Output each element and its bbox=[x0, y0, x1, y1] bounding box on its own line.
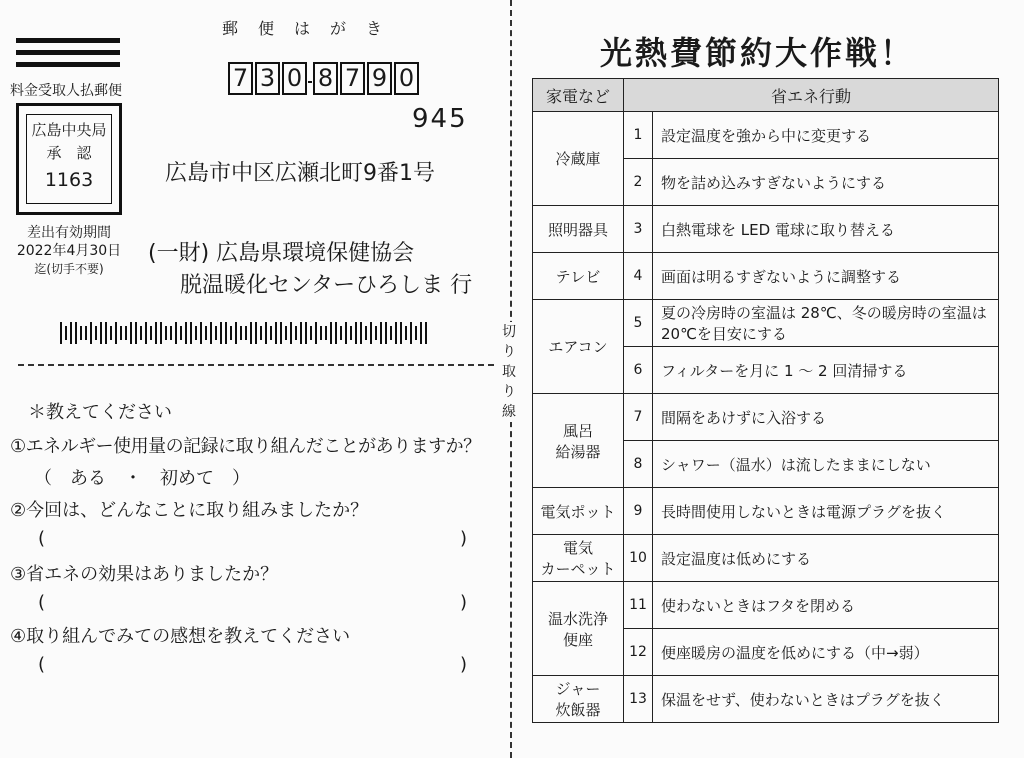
zip-digit: 9 bbox=[367, 62, 392, 95]
validity-label: 差出有効期間 bbox=[27, 225, 111, 241]
zip-digit: 0 bbox=[394, 62, 419, 95]
barcode-bar bbox=[80, 326, 82, 340]
question-3: ③省エネの効果はありましたか？ bbox=[10, 564, 279, 585]
barcode-bar bbox=[390, 326, 392, 340]
barcode-bar bbox=[265, 322, 267, 344]
header-action: 省エネ行動 bbox=[624, 79, 999, 112]
barcode-bar bbox=[355, 322, 357, 344]
barcode-bar bbox=[155, 322, 157, 344]
barcode-bar bbox=[90, 322, 92, 344]
barcode-bar bbox=[250, 322, 252, 344]
barcode-bar bbox=[75, 322, 77, 344]
appliance-cell bbox=[533, 394, 624, 488]
barcode-bar bbox=[130, 322, 132, 344]
barcode-bar bbox=[210, 322, 212, 344]
table-row bbox=[533, 253, 999, 300]
barcode-bar bbox=[275, 322, 277, 344]
appliance-cell bbox=[533, 488, 624, 535]
barcode-bar bbox=[85, 326, 87, 340]
approval-stamp bbox=[16, 103, 122, 215]
barcode-bar bbox=[350, 326, 352, 340]
appliance-label: 冷蔵庫 bbox=[555, 150, 601, 168]
barcode-bar bbox=[185, 322, 187, 344]
action-number: 9 bbox=[624, 488, 653, 535]
barcode-bar bbox=[310, 326, 312, 340]
barcode-bar bbox=[125, 326, 127, 340]
barcode-bar bbox=[145, 322, 147, 344]
barcode-bar bbox=[405, 326, 407, 340]
barcode-bar bbox=[305, 322, 307, 344]
barcode-bar bbox=[360, 322, 362, 344]
barcode-bar bbox=[410, 322, 412, 344]
customer-barcode bbox=[60, 322, 460, 344]
barcode-bar bbox=[135, 322, 137, 344]
zip-digit: 3 bbox=[255, 62, 280, 95]
barcode-bar bbox=[215, 326, 217, 340]
zip-digit: 0 bbox=[282, 62, 307, 95]
barcode-bar bbox=[380, 322, 382, 344]
barcode-bar bbox=[295, 326, 297, 340]
answer-2-close: ) bbox=[460, 528, 468, 549]
barcode-bar bbox=[245, 326, 247, 340]
barcode-bar bbox=[65, 326, 67, 340]
appliance-cell bbox=[533, 253, 624, 300]
action-number: 12 bbox=[624, 629, 653, 676]
barcode-bar bbox=[165, 326, 167, 340]
barcode-bar bbox=[290, 322, 292, 344]
zip-code-boxes bbox=[228, 62, 421, 95]
stamp-office: 広島中央局 bbox=[31, 121, 107, 139]
barcode-bar bbox=[60, 322, 62, 344]
table-row bbox=[533, 300, 999, 347]
table-row bbox=[533, 676, 999, 723]
barcode-bar bbox=[170, 326, 172, 340]
zip-digit: 7 bbox=[228, 62, 253, 95]
action-number: 8 bbox=[624, 441, 653, 488]
action-text: 便座暖房の温度を低めにする（中→弱） bbox=[653, 629, 999, 676]
barcode-bar bbox=[420, 322, 422, 344]
appliance-cell bbox=[533, 112, 624, 206]
barcode-bar bbox=[230, 326, 232, 340]
barcode-bar bbox=[240, 326, 242, 340]
stamp-number: 1163 bbox=[44, 169, 94, 191]
page-title: 光熱費節約大作戦！ bbox=[600, 34, 916, 72]
barcode-bar bbox=[115, 322, 117, 344]
action-number: 3 bbox=[624, 206, 653, 253]
barcode-bar bbox=[175, 322, 177, 344]
energy-action-table bbox=[532, 78, 999, 723]
answer-2-open: ( bbox=[38, 528, 46, 549]
recipient-org: (一財) 広島県環境保健協会 bbox=[148, 241, 415, 266]
barcode-bar bbox=[270, 326, 272, 340]
table-row bbox=[533, 206, 999, 253]
barcode-bar bbox=[200, 322, 202, 344]
zip-digit: 7 bbox=[340, 62, 365, 95]
appliance-label: ジャー bbox=[555, 680, 601, 698]
table-row bbox=[533, 488, 999, 535]
barcode-bar bbox=[180, 326, 182, 340]
action-text: 白熱電球を LED 電球に取り替える bbox=[653, 206, 999, 253]
barcode-bar bbox=[395, 322, 397, 344]
zip-digit: 8 bbox=[313, 62, 338, 95]
barcode-bar bbox=[205, 326, 207, 340]
barcode-bar bbox=[105, 322, 107, 344]
barcode-bar bbox=[285, 326, 287, 340]
appliance-label: テレビ bbox=[555, 267, 601, 286]
cut-line-horizontal bbox=[18, 364, 494, 366]
barcode-bar bbox=[400, 322, 402, 344]
recipient-address: 広島市中区広瀬北町9番1号 bbox=[165, 161, 435, 186]
barcode-bar bbox=[120, 326, 122, 340]
answer-4-open: ( bbox=[38, 654, 46, 675]
barcode-bar bbox=[415, 326, 417, 340]
appliance-label: 温水洗浄 bbox=[547, 609, 608, 628]
action-text: シャワー（温水）は流したままにしない bbox=[653, 441, 999, 488]
postage-label: 料金受取人払郵便 bbox=[10, 83, 122, 99]
barcode-bar bbox=[335, 322, 337, 344]
barcode-bar bbox=[280, 322, 282, 344]
action-text: 画面は明るすぎないように調整する bbox=[653, 253, 999, 300]
barcode-bar bbox=[190, 322, 192, 344]
question-1-options[interactable]: （ ある ・ 初めて ） bbox=[34, 468, 250, 489]
table-row bbox=[533, 582, 999, 629]
cut-line-label: 切り取り線 bbox=[498, 322, 520, 422]
appliance-label: 便座 bbox=[562, 630, 593, 649]
barcode-bar bbox=[110, 326, 112, 340]
table-row bbox=[533, 394, 999, 441]
barcode-bar bbox=[225, 322, 227, 344]
appliance-label: 給湯器 bbox=[555, 442, 601, 461]
question-2: ②今回は、どんなことに取り組みましたか？ bbox=[10, 500, 369, 521]
barcode-bar bbox=[320, 326, 322, 340]
barcode-bar bbox=[365, 326, 367, 340]
action-number: 10 bbox=[624, 535, 653, 582]
answer-3-close: ) bbox=[460, 592, 468, 613]
barcode-bar bbox=[255, 322, 257, 344]
barcode-bar bbox=[195, 326, 197, 340]
action-text: 使わないときはフタを閉める bbox=[653, 582, 999, 629]
action-number: 13 bbox=[624, 676, 653, 723]
appliance-cell bbox=[533, 535, 624, 582]
action-number: 1 bbox=[624, 112, 653, 159]
appliance-label: 電気ポット bbox=[540, 502, 616, 521]
barcode-bar bbox=[100, 322, 102, 344]
recipient-dept: 脱温暖化センターひろしま 行 bbox=[180, 273, 473, 298]
barcode-bar bbox=[375, 326, 377, 340]
appliance-label: 風呂 bbox=[562, 421, 593, 440]
appliance-cell bbox=[533, 300, 624, 394]
validity-note: 迄(切手不要) bbox=[34, 262, 104, 276]
sub-code: 945 bbox=[412, 104, 468, 134]
validity-period bbox=[12, 224, 126, 278]
action-text: 長時間使用しないときは電源プラグを抜く bbox=[653, 488, 999, 535]
action-text: 夏の冷房時の室温は 28℃、冬の暖房時の室温は 20℃を目安にする bbox=[653, 300, 999, 347]
barcode-bar bbox=[95, 326, 97, 340]
barcode-bar bbox=[330, 322, 332, 344]
zip-separator bbox=[308, 81, 312, 83]
appliance-label: 照明器具 bbox=[547, 220, 608, 239]
barcode-bar bbox=[370, 322, 372, 344]
action-number: 7 bbox=[624, 394, 653, 441]
barcode-bar bbox=[235, 322, 237, 344]
appliance-label: 電気 bbox=[562, 539, 593, 557]
header-appliance: 家電など bbox=[533, 79, 624, 112]
barcode-bar bbox=[70, 322, 72, 344]
action-text: 間隔をあけずに入浴する bbox=[653, 394, 999, 441]
action-text: 物を詰め込みすぎないようにする bbox=[653, 159, 999, 206]
questions-intro: ＊教えてください bbox=[28, 402, 172, 423]
appliance-label: 炊飯器 bbox=[555, 701, 601, 719]
question-4: ④取り組んでみての感想を教えてください bbox=[10, 626, 351, 647]
answer-3-open: ( bbox=[38, 592, 46, 613]
answer-4-close: ) bbox=[460, 654, 468, 675]
barcode-bar bbox=[315, 322, 317, 344]
appliance-label: カーペット bbox=[540, 560, 616, 578]
validity-date: 2022年4月30日 bbox=[16, 243, 122, 259]
action-text: 設定温度を強から中に変更する bbox=[653, 112, 999, 159]
appliance-label: エアコン bbox=[548, 338, 608, 356]
stamp-approval: 承 認 bbox=[46, 144, 92, 162]
action-number: 5 bbox=[624, 300, 653, 347]
action-number: 4 bbox=[624, 253, 653, 300]
barcode-bar bbox=[385, 322, 387, 344]
action-number: 2 bbox=[624, 159, 653, 206]
barcode-bar bbox=[340, 326, 342, 340]
appliance-cell bbox=[533, 676, 624, 723]
appliance-cell bbox=[533, 206, 624, 253]
barcode-bar bbox=[425, 322, 427, 344]
barcode-bar bbox=[345, 322, 347, 344]
postcard-header: 郵 便 は が き bbox=[222, 19, 385, 38]
barcode-bar bbox=[220, 322, 222, 344]
table-row bbox=[533, 535, 999, 582]
barcode-bar bbox=[325, 326, 327, 340]
action-number: 6 bbox=[624, 347, 653, 394]
barcode-bar bbox=[300, 322, 302, 344]
action-text: 保温をせず、使わないときはプラグを抜く bbox=[653, 676, 999, 723]
appliance-cell bbox=[533, 582, 624, 676]
action-text: フィルターを月に 1 〜 2 回清掃する bbox=[653, 347, 999, 394]
action-text: 設定温度は低めにする bbox=[653, 535, 999, 582]
barcode-bar bbox=[160, 322, 162, 344]
barcode-bar bbox=[140, 326, 142, 340]
barcode-bar bbox=[260, 326, 262, 340]
postal-bars bbox=[16, 38, 120, 74]
barcode-bar bbox=[150, 326, 152, 340]
question-1: ①エネルギー使用量の記録に取り組んだことがありますか？ bbox=[10, 436, 481, 457]
table-row bbox=[533, 112, 999, 159]
action-number: 11 bbox=[624, 582, 653, 629]
